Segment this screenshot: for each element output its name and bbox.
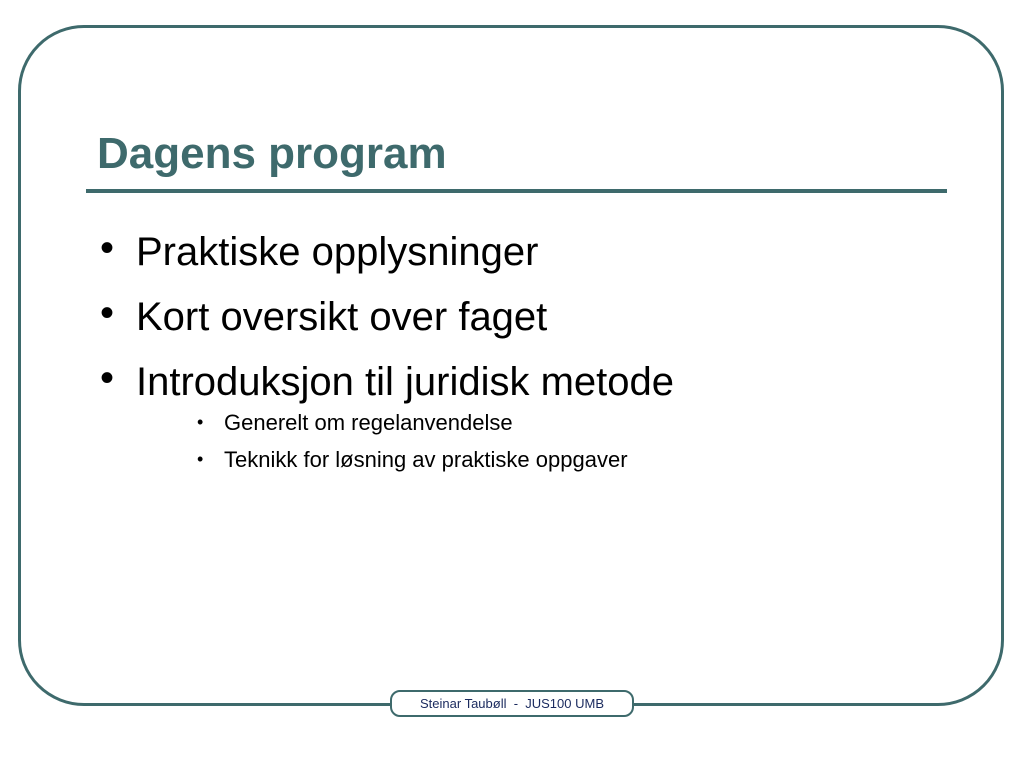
sub-bullet-list: [197, 404, 628, 478]
sub-bullet-text: Teknikk for løsning av praktiske oppgaver: [224, 447, 628, 472]
bullet-item: [100, 285, 674, 350]
title-underline: [86, 189, 947, 193]
sub-bullet-dot-icon: •: [197, 449, 204, 469]
sub-bullet-text: Generelt om regelanvendelse: [224, 410, 513, 435]
slide-title: Dagens program: [97, 129, 447, 178]
bullet-text: Kort oversikt over faget: [136, 295, 548, 339]
bullet-dot-icon: •: [100, 356, 115, 400]
sub-bullet-item: [197, 441, 628, 478]
bullet-text: Introduksjon til juridisk metode: [136, 360, 675, 404]
bullet-dot-icon: •: [100, 291, 115, 335]
sub-bullet-item: [197, 404, 628, 441]
footer-label: Steinar Taubøll - JUS100 UMB: [390, 690, 634, 717]
sub-bullet-dot-icon: •: [197, 412, 204, 432]
bullet-text: Praktiske opplysninger: [136, 230, 539, 274]
bullet-item: [100, 220, 674, 285]
bullet-list: [100, 220, 674, 415]
bullet-dot-icon: •: [100, 226, 115, 270]
